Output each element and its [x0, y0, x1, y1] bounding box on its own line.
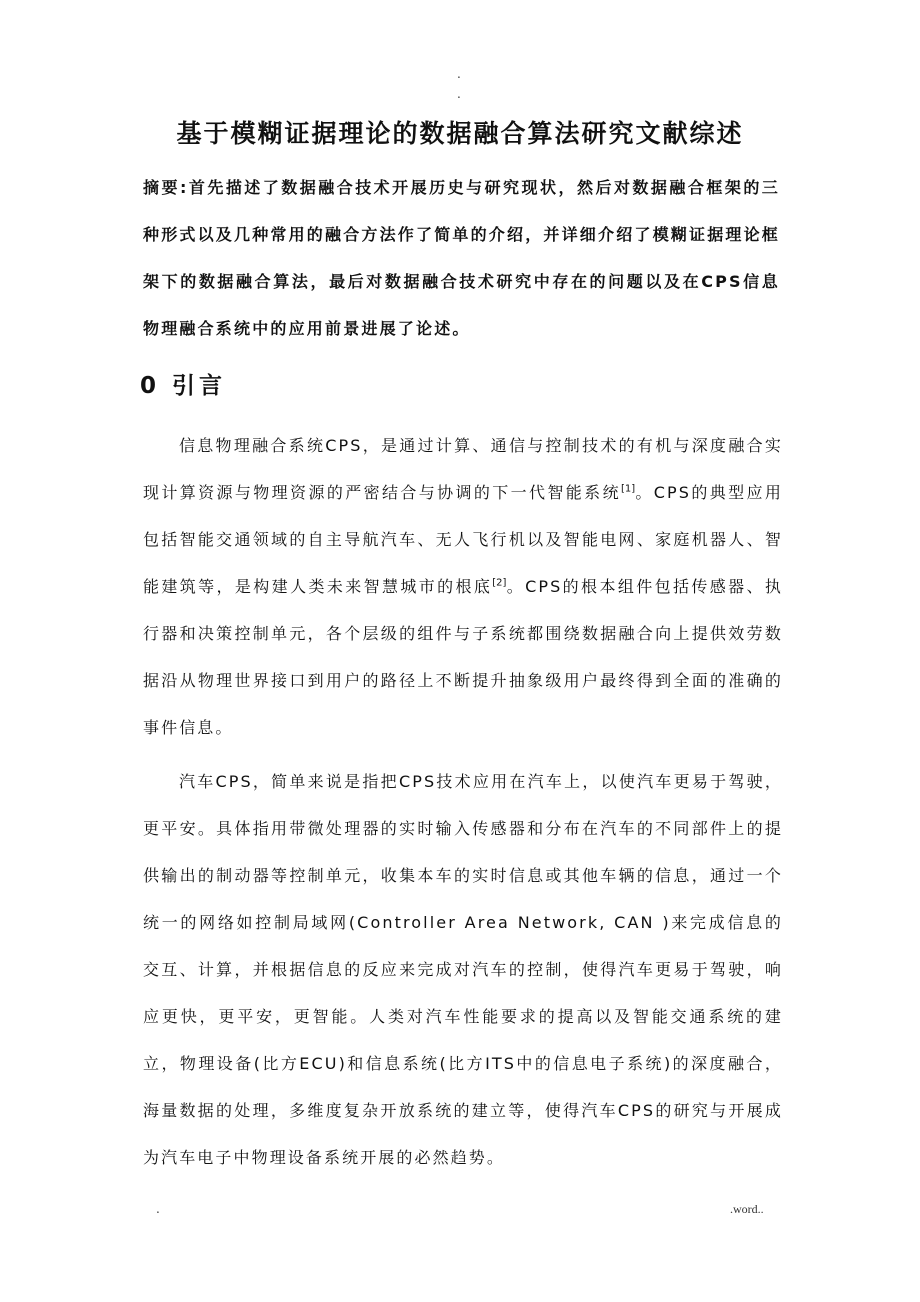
- abstract-paragraph: [143, 164, 780, 352]
- section-heading: 0 引言: [140, 373, 227, 399]
- citation-ref: [1]: [620, 483, 636, 495]
- abstract-text: 首先描述了数据融合技术开展历史与研究现状，然后对数据融合框架的三种形式以及几种常用的融合方法作了简单的介绍，并详细介绍了模糊证据理论框架下的数据融合算法，最后对数据融合技术研究中存在的问题以及在CPS信息物理融合系统中的应用前景进展了论述。: [143, 178, 781, 338]
- header-mark: .: [457, 87, 461, 101]
- citation-ref: [2]: [492, 577, 507, 589]
- footer-mark: .: [156, 1202, 160, 1216]
- paragraph-text: 。CPS的典型应用包括智能交通领域的自主导航汽车、无人飞行机以及智能电网、家庭机器人、智能建筑等，是构建人类未来智慧城市的根底: [143, 483, 783, 596]
- header-mark: .: [457, 67, 461, 81]
- document-title: 基于模糊证据理论的数据融合算法研究文献综述: [176, 119, 744, 148]
- paragraph-text: 汽车CPS，简单来说是指把CPS技术应用在汽车上，以使汽车更易于驾驶，更平安。具体指用带微处理器的实时输入传感器和分布在汽车的不同部件上的提供输出的制动器等控制单元，收集本车的实时信息或其他车辆的信息，通过一个统一的网络如控制局域网(Controller Area Network, CAN )来完成信息的交互、计算，并根据信息的反应来完成对汽车的控制，使得汽车更易于驾驶，响应更快，更平安，更智能。人类对汽车性能要求的提高以及智能交通系统的建立，物理设备(比方ECU)和信息系统(比方ITS中的信息电子系统)的深度融合，海量数据的处理，多维度复杂开放系统的建立等，使得汽车CPS的研究与开展成为汽车电子中物理设备系统开展的必然趋势。: [143, 772, 783, 1167]
- footer-label: .word..: [730, 1202, 764, 1216]
- body-paragraph-2: [143, 758, 783, 1181]
- abstract-label: 摘要:: [143, 178, 189, 197]
- body-paragraph-1: [143, 422, 783, 751]
- paragraph-text: 。CPS的根本组件包括传感器、执行器和决策控制单元，各个层级的组件与子系统都围绕数据融合向上提供效劳数据沿从物理世界接口到用户的路径上不断提升抽象级用户最终得到全面的准确的事件信息。: [143, 577, 783, 737]
- paragraph-text: 信息物理融合系统CPS，是通过计算、通信与控制技术的有机与深度融合实现计算资源与物理资源的严密结合与协调的下一代智能系统: [143, 436, 783, 502]
